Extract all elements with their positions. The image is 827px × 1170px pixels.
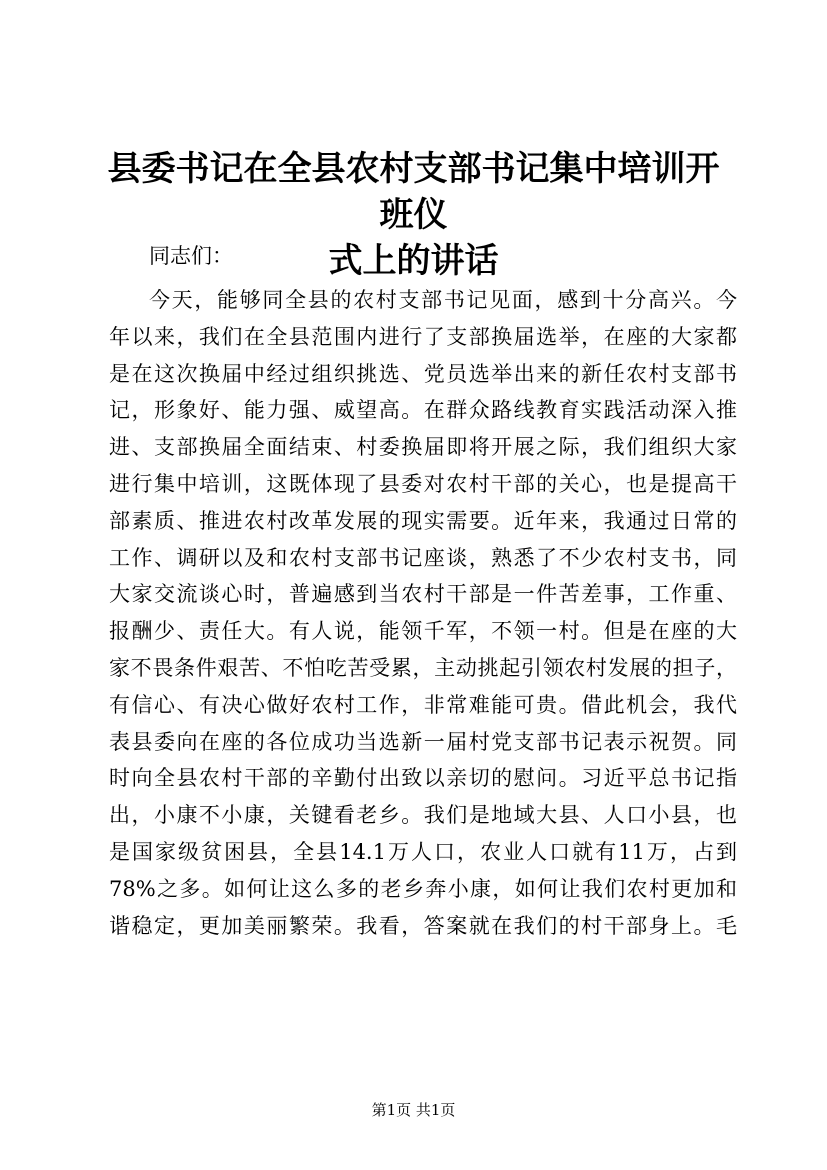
paragraph-line: 工作、调研以及和农村支部书记座谈，熟悉了不少农村支书，同 [109,545,737,570]
body-paragraph [109,282,737,944]
paragraph-line: 78%之多。如何让这么多的老乡奔小康，如何让我们农村更加和 [109,876,737,901]
paragraph-line: 是国家级贫困县，全县14.1万人口，农业人口就有11万，占到 [109,839,737,864]
paragraph-line: 谐稳定，更加美丽繁荣。我看，答案就在我们的村干部身上。毛 [109,913,737,938]
paragraph-line: 时向全县农村干部的辛勤付出致以亲切的慰问。习近平总书记指 [109,766,737,791]
paragraph-line: 进、支部换届全面结束、村委换届即将开展之际，我们组织大家 [109,435,737,460]
page-footer: 第1页 共1页 [371,1101,456,1119]
title-line-1: 县委书记在全县农村支部书记集中培训开班仪 [107,149,720,235]
paragraph-line: 有信心、有决心做好农村工作，非常难能可贵。借此机会，我代 [109,692,737,717]
paragraph-line: 今天，能够同全县的农村支部书记见面，感到十分高兴。今 [149,288,737,312]
paragraph-line: 家不畏条件艰苦、不怕吃苦受累，主动挑起引领农村发展的担子， [109,655,737,680]
paragraph-line: 记，形象好、能力强、威望高。在群众路线教育实践活动深入推 [109,398,737,423]
paragraph-line: 出，小康不小康，关键看老乡。我们是地域大县、人口小县，也 [109,803,737,828]
paragraph-line: 报酬少、责任大。有人说，能领千军，不领一村。但是在座的大 [109,619,737,644]
paragraph-line: 进行集中培训，这既体现了县委对农村干部的关心，也是提高干 [109,471,737,496]
salutation: 同志们： [149,244,233,268]
paragraph-line: 是在这次换届中经过组织挑选、党员选举出来的新任农村支部书 [109,361,737,386]
paragraph-line: 年以来，我们在全县范围内进行了支部换届选举，在座的大家都 [109,324,737,349]
paragraph-line: 部素质、推进农村改革发展的现实需要。近年来，我通过日常的 [109,508,737,533]
paragraph-line: 表县委向在座的各位成功当选新一届村党支部书记表示祝贺。同 [109,729,737,754]
title-line-2: 式上的讲话 [328,241,499,281]
paragraph-line: 大家交流谈心时，普遍感到当农村干部是一件苦差事，工作重、 [109,582,737,607]
